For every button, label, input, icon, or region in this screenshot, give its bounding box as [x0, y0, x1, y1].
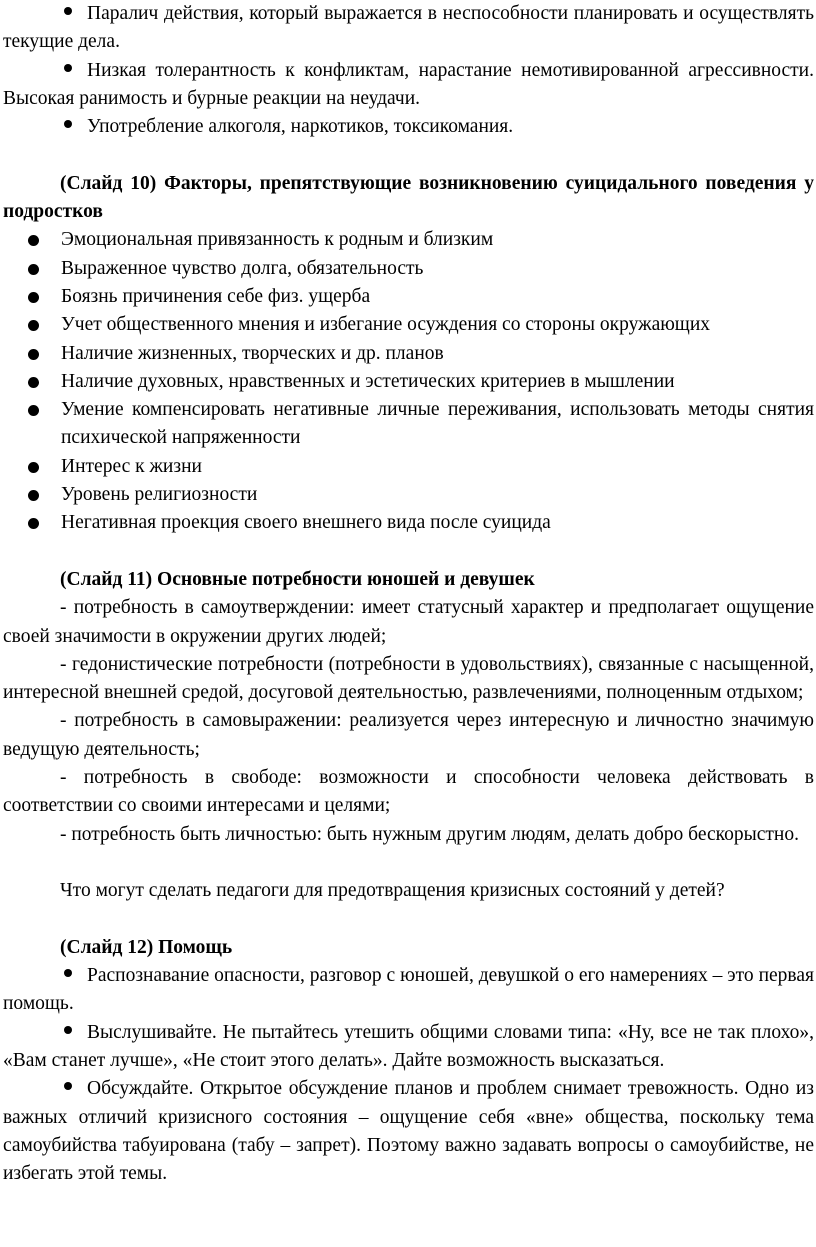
- paragraph: - потребность в самовыражении: реализуется через интересную и личностно значимую ведущую деятельность;: [3, 710, 814, 760]
- intro-bullet: Паралич действия, который выражается в неспособности планировать и осуществлять текущие дела.: [3, 3, 814, 53]
- bullet-dot-icon: [28, 405, 39, 416]
- list-item: Наличие духовных, нравственных и эстетических критериев в мышлении: [3, 368, 814, 396]
- bullet-dot-icon: [64, 969, 72, 977]
- question-paragraph: Что могут сделать педагоги для предотвращения кризисных состояний у детей?: [60, 880, 725, 902]
- list-item: Наличие жизненных, творческих и др. планов: [3, 340, 814, 368]
- spacer: [3, 141, 814, 169]
- spacer: [3, 849, 814, 877]
- slide10-heading: (Слайд 10) Факторы, препятствующие возникновению суицидального поведения у подростков: [3, 172, 814, 223]
- help-bullet: Выслушивайте. Не пытайтесь утешить общими словами типа: «Ну, все не так плохо», «Вам станет лучше», «Не стоит этого делать». Дайте возможность высказаться.: [3, 1021, 814, 1071]
- bullet-dot-icon: [28, 462, 39, 473]
- bullet-dot-icon: [28, 292, 39, 303]
- spacer: [3, 906, 814, 934]
- help-bullet: Распознавание опасности, разговор с юношей, девушкой о его намерениях – это первая помощь.: [3, 965, 814, 1015]
- help-bullet: Обсуждайте. Открытое обсуждение планов и проблем снимает тревожность. Одно из важных отличий кризисного состояния – ощущение себя «вне» общества, поскольку тема самоубийства табуирована (табу – запрет). Поэтому важно задавать вопросы о самоубийстве, не избегать этой темы.: [3, 1078, 814, 1185]
- list-item: Учет общественного мнения и избегание осуждения со стороны окружающих: [3, 311, 814, 339]
- paragraph: - потребность в самоутверждении: имеет статусный характер и предполагает ощущение своей значимости в окружении других людей;: [3, 597, 814, 647]
- list-item: Выраженное чувство долга, обязательность: [3, 255, 814, 283]
- intro-bullet: Употребление алкоголя, наркотиков, токсикомания.: [3, 113, 814, 141]
- intro-bullet: Низкая толерантность к конфликтам, нарастание немотивированной агрессивности. Высокая ранимость и бурные реакции на неудачи.: [3, 59, 814, 109]
- bullet-dot-icon: [64, 1082, 72, 1090]
- bullet-dot-icon: [28, 264, 39, 275]
- list-item: Умение компенсировать негативные личные переживания, использовать методы снятия психической напряженности: [3, 396, 814, 453]
- bullet-dot-icon: [64, 1026, 72, 1034]
- paragraph: - гедонистические потребности (потребности в удовольствиях), связанные с насыщенной, интересной внешней средой, досуговой деятельностью, развлечениями, полноценным отдыхом;: [3, 653, 814, 704]
- list-item: Боязнь причинения себе физ. ущерба: [3, 283, 814, 311]
- paragraph: - потребность быть личностью: быть нужным другим людям, делать добро бескорыстно.: [60, 823, 799, 845]
- bullet-dot-icon: [28, 235, 39, 246]
- bullet-dot-icon: [64, 64, 72, 72]
- document-page: [3, 0, 814, 1188]
- bullet-dot-icon: [64, 120, 72, 128]
- bullet-dot-icon: [28, 518, 39, 529]
- bullet-dot-icon: [28, 349, 39, 360]
- list-item: Уровень религиозности: [3, 481, 814, 509]
- bullet-dot-icon: [28, 490, 39, 501]
- bullet-dot-icon: [64, 7, 72, 15]
- spacer: [3, 538, 814, 566]
- slide11-heading: (Слайд 11) Основные потребности юношей и девушек: [60, 568, 535, 590]
- list-item: Эмоциональная привязанность к родным и близким: [3, 226, 814, 254]
- list-item: Негативная проекция своего внешнего вида после суицида: [3, 509, 814, 537]
- slide10-list: [3, 226, 814, 537]
- slide12-heading: (Слайд 12) Помощь: [60, 936, 233, 958]
- paragraph: - потребность в свободе: возможности и способности человека действовать в соответствии со своими интересами и целями;: [3, 767, 814, 817]
- bullet-dot-icon: [28, 377, 39, 388]
- list-item: Интерес к жизни: [3, 453, 814, 481]
- bullet-dot-icon: [28, 320, 39, 331]
